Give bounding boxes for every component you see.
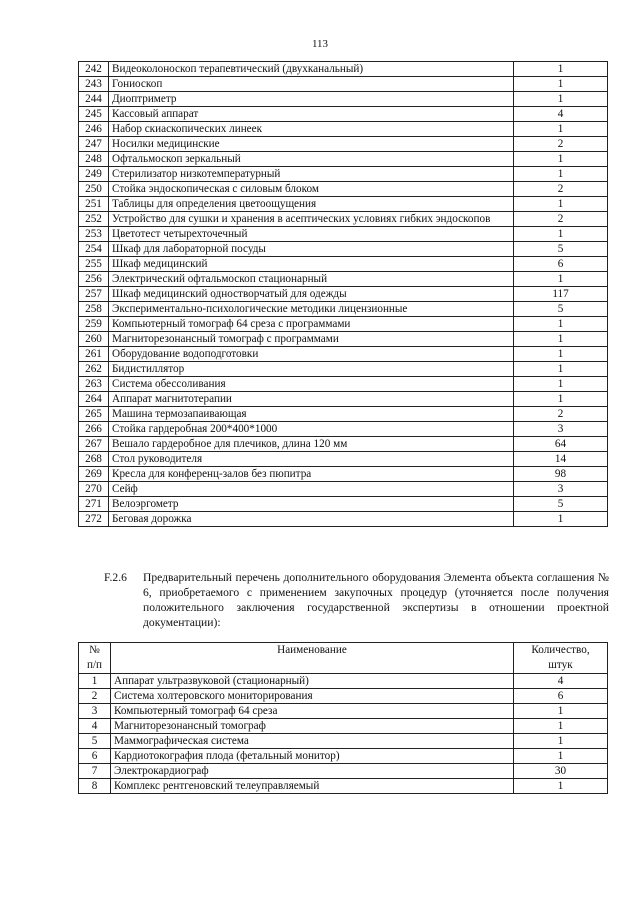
row-number: 252 — [79, 212, 109, 227]
table-row — [79, 467, 608, 482]
item-name: Цветотест четырехточечный — [109, 227, 514, 242]
item-quantity: 1 — [514, 377, 608, 392]
item-name: Кардиотокография плода (фетальный монитор) — [111, 749, 514, 764]
table-row — [79, 212, 608, 227]
row-number: 248 — [79, 152, 109, 167]
table-row — [79, 407, 608, 422]
item-quantity: 3 — [514, 482, 608, 497]
item-quantity: 1 — [514, 317, 608, 332]
row-number: 259 — [79, 317, 109, 332]
row-number: 262 — [79, 362, 109, 377]
item-name: Экспериментально-психологические методики лицензионные — [109, 302, 514, 317]
table-row — [79, 62, 608, 77]
table-row — [79, 107, 608, 122]
table-row — [79, 674, 608, 689]
row-number: 266 — [79, 422, 109, 437]
item-quantity: 5 — [514, 302, 608, 317]
item-name: Бидистиллятор — [109, 362, 514, 377]
header-qty — [514, 643, 608, 674]
item-quantity: 1 — [514, 122, 608, 137]
equipment-table — [78, 61, 608, 527]
item-name: Сейф — [109, 482, 514, 497]
table-row — [79, 392, 608, 407]
item-quantity: 1 — [514, 227, 608, 242]
item-quantity: 6 — [514, 257, 608, 272]
header-row — [79, 643, 608, 674]
table-row — [79, 704, 608, 719]
item-quantity: 30 — [514, 764, 608, 779]
table-row — [79, 152, 608, 167]
additional-equipment-table-body — [79, 674, 608, 794]
table-row — [79, 512, 608, 527]
row-number: 258 — [79, 302, 109, 317]
item-quantity: 1 — [514, 704, 608, 719]
item-quantity: 2 — [514, 407, 608, 422]
row-number: 6 — [79, 749, 111, 764]
table-row — [79, 362, 608, 377]
item-name: Офтальмоскоп зеркальный — [109, 152, 514, 167]
item-name: Кассовый аппарат — [109, 107, 514, 122]
header-qty-line2: штук — [548, 659, 573, 671]
row-number: 246 — [79, 122, 109, 137]
item-name: Магниторезонансный томограф — [111, 719, 514, 734]
item-name: Стол руководителя — [109, 452, 514, 467]
row-number: 265 — [79, 407, 109, 422]
header-num — [79, 643, 111, 674]
row-number: 267 — [79, 437, 109, 452]
row-number: 254 — [79, 242, 109, 257]
table-row — [79, 242, 608, 257]
equipment-table-body — [79, 62, 608, 527]
row-number: 8 — [79, 779, 111, 794]
item-name: Оборудование водоподготовки — [109, 347, 514, 362]
row-number: 247 — [79, 137, 109, 152]
item-quantity: 2 — [514, 182, 608, 197]
item-name: Стерилизатор низкотемпературный — [109, 167, 514, 182]
item-name: Магниторезонансный томограф с программами — [109, 332, 514, 347]
item-name: Носилки медицинские — [109, 137, 514, 152]
item-quantity: 64 — [514, 437, 608, 452]
table-row — [79, 422, 608, 437]
table-row — [79, 257, 608, 272]
header-qty-line1: Количество, — [531, 644, 590, 656]
item-name: Компьютерный томограф 64 среза — [111, 704, 514, 719]
item-quantity: 1 — [514, 77, 608, 92]
item-name: Велоэргометр — [109, 497, 514, 512]
row-number: 271 — [79, 497, 109, 512]
row-number: 257 — [79, 287, 109, 302]
item-name: Диоптриметр — [109, 92, 514, 107]
row-number: 242 — [79, 62, 109, 77]
table-row — [79, 137, 608, 152]
item-name: Система холтеровского мониторирования — [111, 689, 514, 704]
table-row — [79, 779, 608, 794]
item-quantity: 1 — [514, 512, 608, 527]
row-number: 272 — [79, 512, 109, 527]
table-row — [79, 92, 608, 107]
item-quantity: 1 — [514, 62, 608, 77]
row-number: 251 — [79, 197, 109, 212]
item-quantity: 2 — [514, 212, 608, 227]
item-quantity: 1 — [514, 749, 608, 764]
item-name: Стойка гардеробная 200*400*1000 — [109, 422, 514, 437]
header-name: Наименование — [111, 643, 514, 674]
item-quantity: 1 — [514, 779, 608, 794]
item-name: Устройство для сушки и хранения в асептических условиях гибких эндоскопов — [109, 212, 514, 227]
section-number: F.2.6 — [104, 571, 127, 584]
item-quantity: 4 — [514, 107, 608, 122]
item-name: Кресла для конференц-залов без пюпитра — [109, 467, 514, 482]
item-name: Шкаф медицинский — [109, 257, 514, 272]
row-number: 245 — [79, 107, 109, 122]
item-name: Электрический офтальмоскоп стационарный — [109, 272, 514, 287]
item-quantity: 1 — [514, 272, 608, 287]
item-quantity: 1 — [514, 152, 608, 167]
additional-equipment-table — [78, 642, 608, 794]
item-quantity: 1 — [514, 362, 608, 377]
table-row — [79, 347, 608, 362]
item-quantity: 1 — [514, 734, 608, 749]
item-quantity: 6 — [514, 689, 608, 704]
table-row — [79, 764, 608, 779]
item-quantity: 1 — [514, 392, 608, 407]
item-name: Шкаф медицинский одностворчатый для одежды — [109, 287, 514, 302]
page-number: 113 — [311, 38, 329, 50]
item-name: Система обессоливания — [109, 377, 514, 392]
table-row — [79, 317, 608, 332]
item-quantity: 117 — [514, 287, 608, 302]
table-row — [79, 689, 608, 704]
table-row — [79, 497, 608, 512]
row-number: 264 — [79, 392, 109, 407]
item-quantity: 1 — [514, 92, 608, 107]
item-quantity: 5 — [514, 497, 608, 512]
table-row — [79, 287, 608, 302]
item-quantity: 1 — [514, 332, 608, 347]
item-name: Машина термозапаивающая — [109, 407, 514, 422]
row-number: 249 — [79, 167, 109, 182]
row-number: 261 — [79, 347, 109, 362]
item-quantity: 1 — [514, 167, 608, 182]
section-f-2-6 — [104, 570, 609, 630]
item-name: Аппарат магнитотерапии — [109, 392, 514, 407]
item-quantity: 4 — [514, 674, 608, 689]
table-row — [79, 77, 608, 92]
item-quantity: 98 — [514, 467, 608, 482]
table-row — [79, 182, 608, 197]
row-number: 270 — [79, 482, 109, 497]
item-name: Таблицы для определения цветоощущения — [109, 197, 514, 212]
item-name: Аппарат ультразвуковой (стационарный) — [111, 674, 514, 689]
table-row — [79, 377, 608, 392]
table-row — [79, 332, 608, 347]
item-name: Шкаф для лабораторной посуды — [109, 242, 514, 257]
row-number: 7 — [79, 764, 111, 779]
row-number: 3 — [79, 704, 111, 719]
table-row — [79, 734, 608, 749]
row-number: 5 — [79, 734, 111, 749]
item-name: Гониоскоп — [109, 77, 514, 92]
row-number: 253 — [79, 227, 109, 242]
header-num-line1: № — [89, 644, 100, 656]
item-name: Стойка эндоскопическая с силовым блоком — [109, 182, 514, 197]
additional-equipment-table-header — [79, 643, 608, 674]
item-quantity: 1 — [514, 719, 608, 734]
row-number: 4 — [79, 719, 111, 734]
item-quantity: 5 — [514, 242, 608, 257]
table-row — [79, 437, 608, 452]
row-number: 268 — [79, 452, 109, 467]
table-row — [79, 197, 608, 212]
item-name: Набор скиаскопических линеек — [109, 122, 514, 137]
row-number: 2 — [79, 689, 111, 704]
item-quantity: 14 — [514, 452, 608, 467]
item-quantity: 1 — [514, 347, 608, 362]
item-name: Видеоколоноскоп терапевтический (двухканальный) — [109, 62, 514, 77]
item-name: Электрокардиограф — [111, 764, 514, 779]
table-row — [79, 749, 608, 764]
row-number: 1 — [79, 674, 111, 689]
row-number: 256 — [79, 272, 109, 287]
section-text: Предварительный перечень дополнительного оборудования Элемента объекта соглашения № 6, приобретаемого с применением закупочных процедур (уточняется после получения положительного заключения государственной экспертизы в отношении проектной документации): — [143, 571, 609, 629]
table-row — [79, 227, 608, 242]
row-number: 269 — [79, 467, 109, 482]
table-row — [79, 167, 608, 182]
item-name: Вешало гардеробное для плечиков, длина 120 мм — [109, 437, 514, 452]
row-number: 250 — [79, 182, 109, 197]
item-name: Маммографическая система — [111, 734, 514, 749]
row-number: 255 — [79, 257, 109, 272]
table-row — [79, 719, 608, 734]
item-quantity: 2 — [514, 137, 608, 152]
item-name: Компьютерный томограф 64 среза с программами — [109, 317, 514, 332]
item-name: Комплекс рентгеновский телеуправляемый — [111, 779, 514, 794]
row-number: 260 — [79, 332, 109, 347]
item-name: Беговая дорожка — [109, 512, 514, 527]
table-row — [79, 482, 608, 497]
table-row — [79, 122, 608, 137]
item-quantity: 1 — [514, 197, 608, 212]
item-quantity: 3 — [514, 422, 608, 437]
table-row — [79, 452, 608, 467]
table-row — [79, 272, 608, 287]
row-number: 243 — [79, 77, 109, 92]
row-number: 244 — [79, 92, 109, 107]
row-number: 263 — [79, 377, 109, 392]
table-row — [79, 302, 608, 317]
header-num-line2: п/п — [86, 659, 103, 671]
